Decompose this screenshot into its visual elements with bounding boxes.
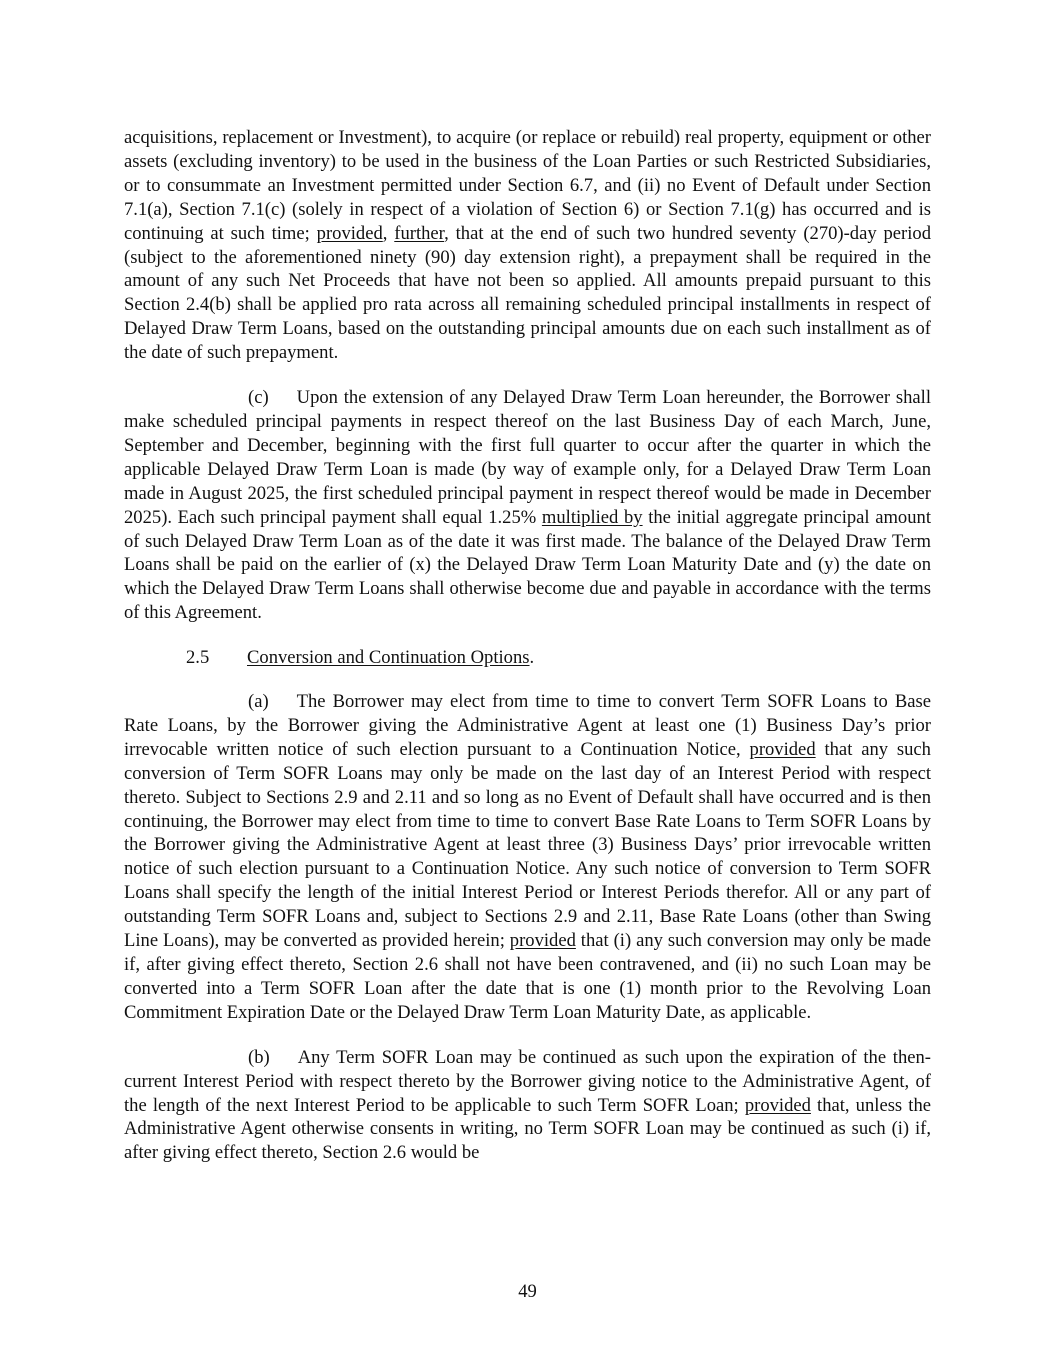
multiplied-by-term: multiplied by	[541, 506, 643, 528]
paragraph-text: acquisitions, replacement or Investment), to acquire (or replace or rebuild) real property, equipment or other assets (excluding inventory) to be used in the business of the Loan Parties or such Restricted Subsidiaries, or to consummate an Investment permitted under Section 6.7, and (ii) no Event of Default under Section 7.1(a), Section 7.1(c) (solely in respect of a violation of Section 6) or Section 7.1(g) has occurred and is continuing at such time;	[124, 127, 931, 244]
paragraph-text: that any such conversion of Term SOFR Loans may only be made on the last day of an Interest Period with respect thereto. Subject to Sections 2.9 and 2.11 and so long as no Event of Default shall have occurred and is then continuing, the Borrower may elect from time to time to convert Base Rate Loans to Term SOFR Loans by the Borrower giving the Administrative Agent at least three (3) Business Days’ prior irrevocable written notice of such election pursuant to a Continuation Notice. Any such notice of conversion to Term SOFR Loans shall specify the length of the initial Interest Period or Interest Periods therefor. All or any part of outstanding Term SOFR Loans and, subject to Sections 2.9 and 2.11, Base Rate Loans (other than Swing Line Loans), may be converted as provided herein;	[124, 738, 931, 952]
paragraph-text: that (i) any such conversion may only be made if, after giving effect thereto, Section 2.6 shall not have been contravened, and (ii) no such Loan may be converted into a Term SOFR Loan after the date that is one (1) month prior to the Revolving Loan Commitment Expiration Date or the Delayed Draw Term Loan Maturity Date, as applicable.	[124, 930, 931, 1023]
paragraph-text: , that at the end of such two hundred seventy (270)-day period (subject to the aforementioned ninety (90) day extension right), a prepayment shall be required in the amount of any such Net Proceeds that have not been so applied. All amounts prepaid pursuant to this Section 2.4(b) shall be applied pro rata across all remaining scheduled principal installments in respect of Delayed Draw Term Loans, based on the outstanding principal amounts due on each such installment as of the date of such prepayment.	[124, 222, 931, 364]
paragraph-text: The Borrower may elect from time to time to convert Term SOFR Loans to Base Rate Loans, by the Borrower giving the Administrative Agent at least one (1) Business Day’s prior irrevocable written notice of such election pursuant to a Continuation Notice,	[124, 691, 931, 760]
provided-term: provided	[509, 930, 576, 952]
section-number: 2.5	[186, 647, 210, 669]
paragraph-text: that, unless the Administrative Agent otherwise consents in writing, no Term SOFR Loan may be continued as such (i) if, after giving effect thereto, Section 2.6 would be	[124, 1094, 931, 1164]
provided-term: provided	[316, 222, 383, 244]
paragraph-text: the initial aggregate principal amount of such Delayed Draw Term Loan as of the date it was first made. The balance of the Delayed Draw Term Loans shall be paid on the earlier of (x) the Delayed Draw Term Loan Maturity Date and (y) the date on which the Delayed Draw Term Loans shall otherwise become due and payable in accordance with the terms of this Agreement.	[124, 506, 931, 624]
paragraph-label: (a)	[248, 691, 269, 713]
paragraph-text: Any Term SOFR Loan may be continued as such upon the expiration of the then-current Interest Period with respect thereto by the Borrower giving notice to the Administrative Agent, of the length of the next Interest Period to be applicable to such Term SOFR Loan;	[124, 1046, 931, 1116]
paragraph-label: (b)	[248, 1046, 270, 1068]
paragraph-b	[124, 1046, 931, 1166]
paragraph-a	[124, 690, 931, 1025]
paragraph-label: (c)	[248, 387, 269, 409]
page-number: 49	[518, 1281, 537, 1302]
paragraph-c	[124, 386, 931, 625]
provided-term: provided	[749, 738, 816, 760]
separator-text: ,	[382, 222, 395, 244]
document-body	[124, 126, 931, 1186]
provided-term: provided	[744, 1094, 811, 1116]
section-title: Conversion and Continuation Options	[247, 647, 530, 669]
further-term: further	[394, 222, 445, 244]
section-heading	[124, 646, 931, 670]
paragraph-text: Upon the extension of any Delayed Draw Term Loan hereunder, the Borrower shall make scheduled principal payments in respect thereof on the last Business Day of each March, June, September and December, beginning with the first full quarter to occur after the quarter in which the applicable Delayed Draw Term Loan is made (by way of example only, for a Delayed Draw Term Loan made in August 2025, the first scheduled principal payment in respect thereof would be made in December 2025). Each such principal payment shall equal 1.25%	[124, 387, 931, 528]
paragraph-continuation	[124, 126, 931, 365]
section-title-period: .	[529, 647, 535, 669]
